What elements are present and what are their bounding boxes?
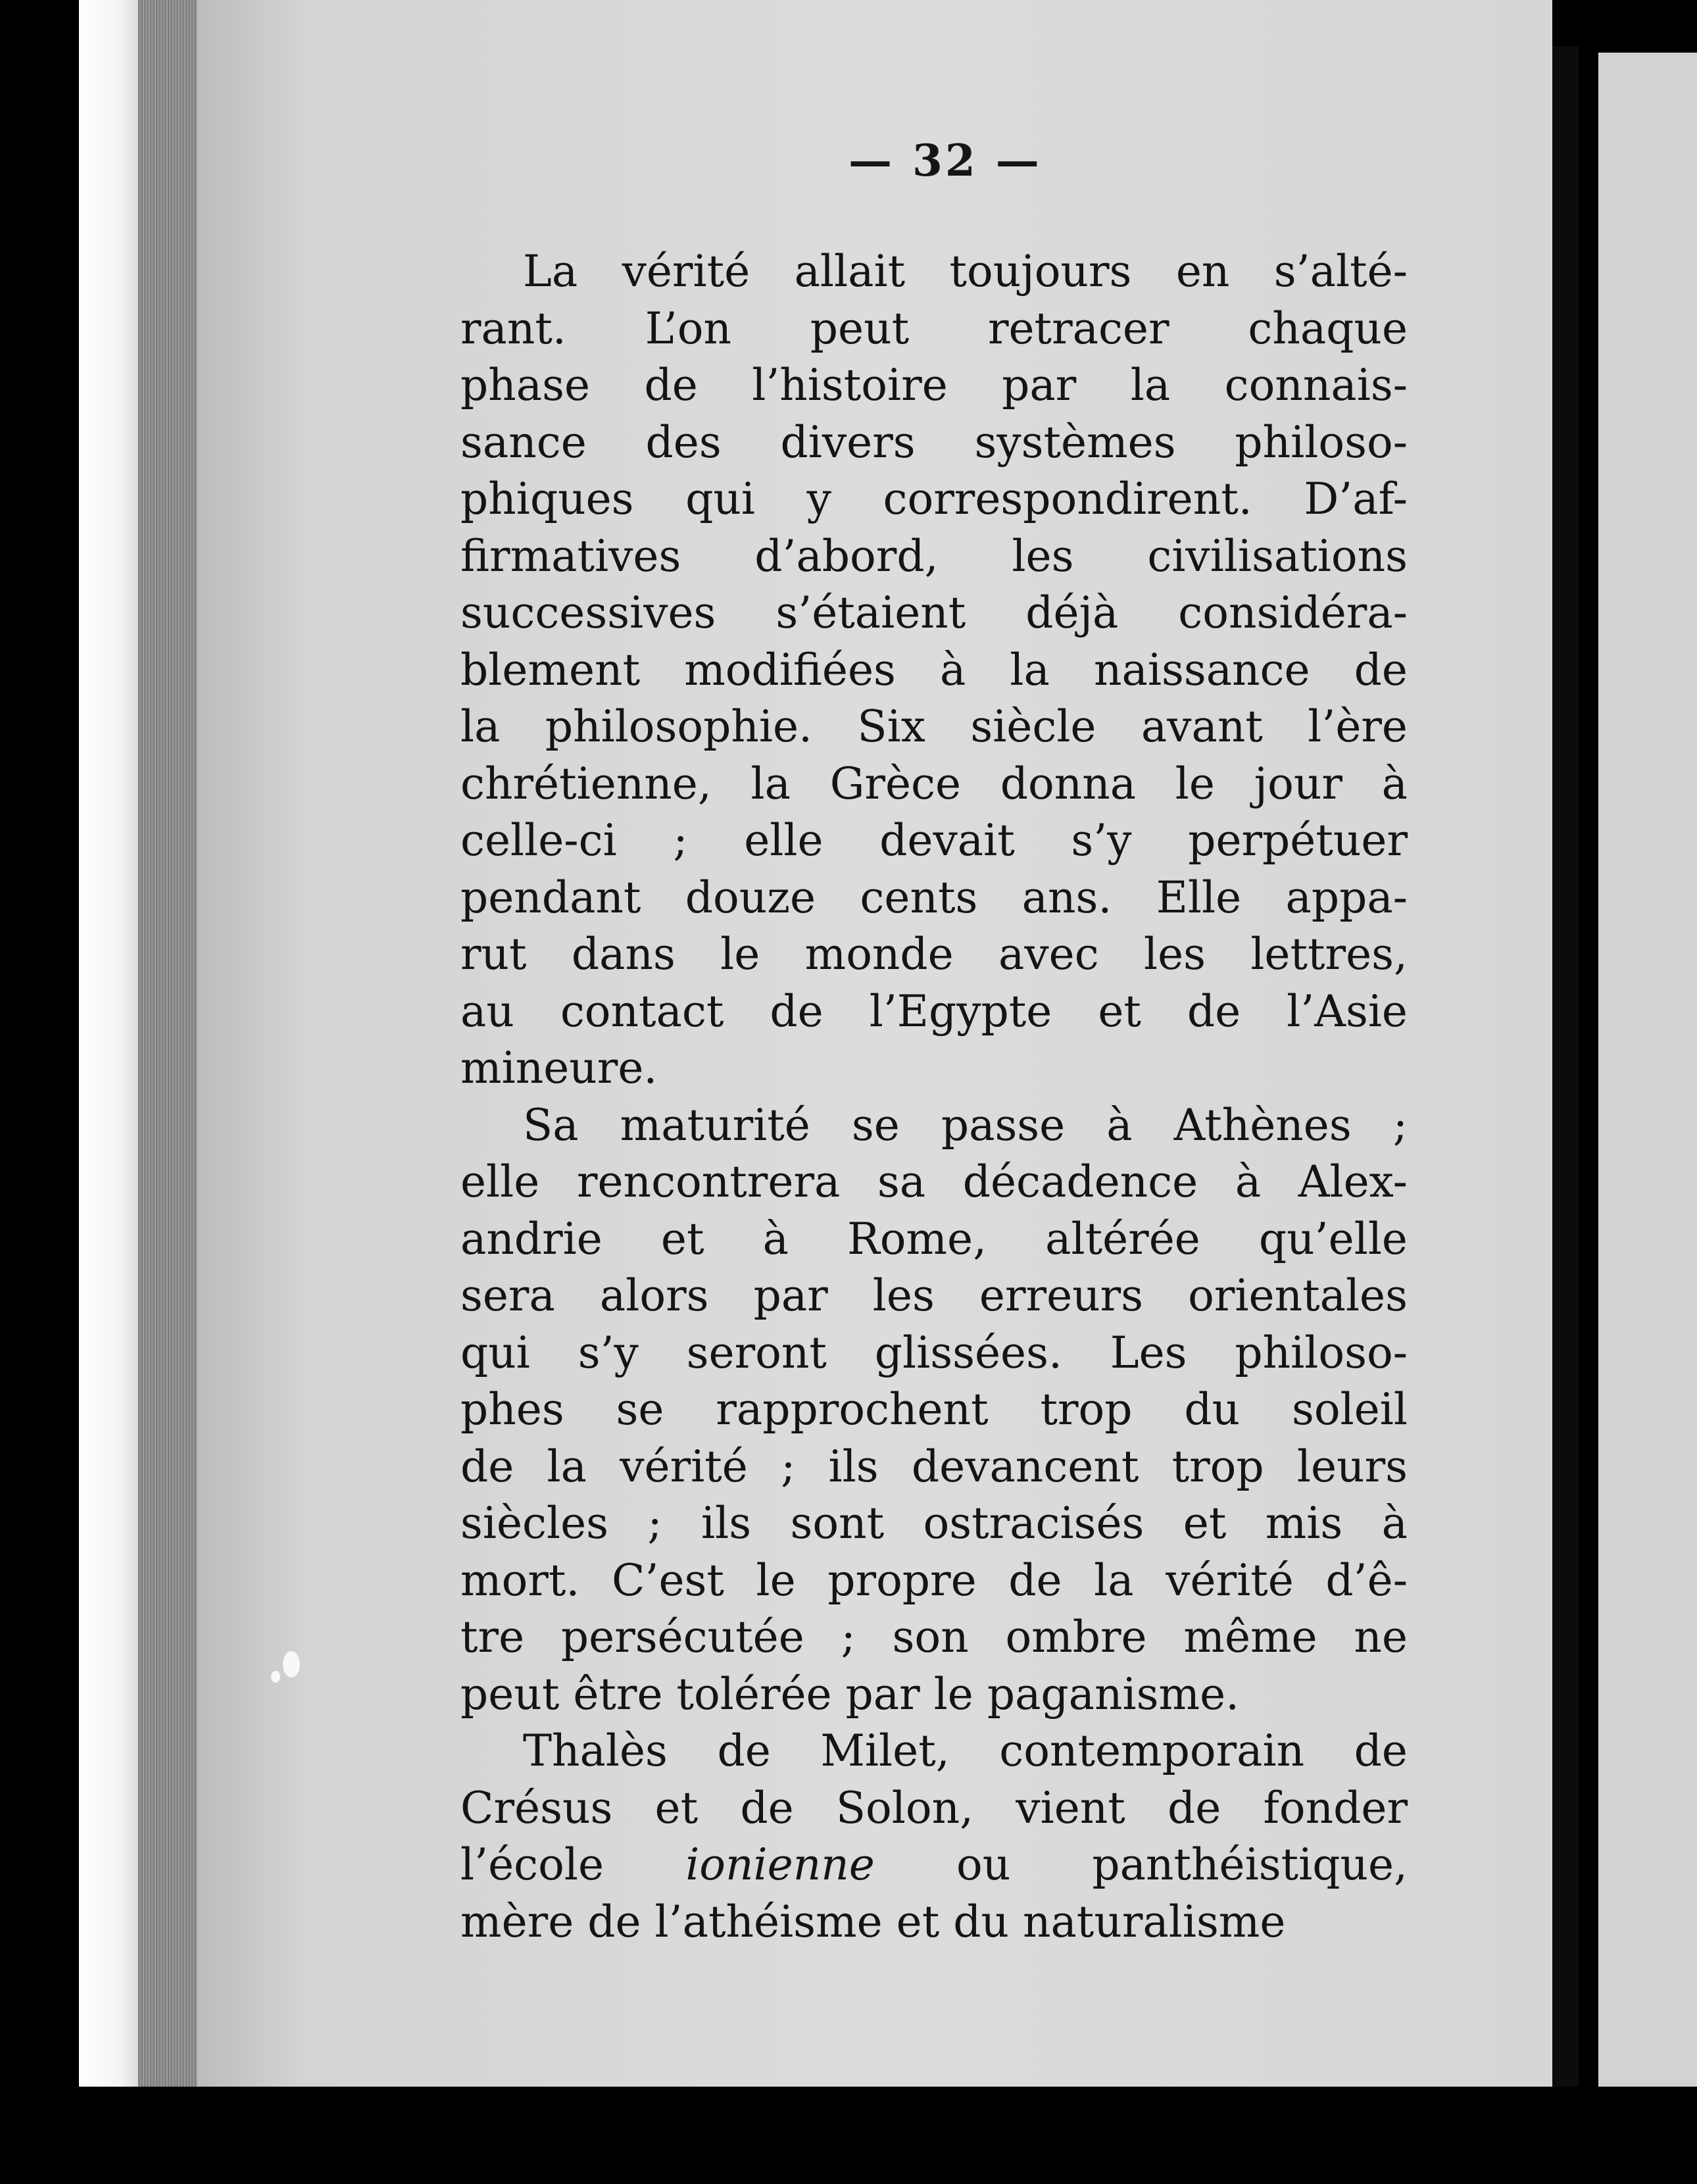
text-line: la philosophie. Six siècle avant l’ère — [460, 701, 1408, 752]
text-line: mère de l’athéisme et du naturalisme — [460, 1896, 1286, 1947]
italic-term: ionienne — [685, 1839, 875, 1890]
text-line: pendant douze cents ans. Elle appa- — [460, 872, 1408, 923]
scan-speck — [283, 1651, 300, 1677]
text-line: blement modifiées à la naissance de — [460, 644, 1408, 695]
page-number: — 32 — — [848, 135, 1042, 186]
text-line: firmatives d’abord, les civilisations — [460, 530, 1408, 582]
text-line: Thalès de Milet, contemporain de — [523, 1725, 1408, 1776]
paragraph-2 — [460, 1097, 1408, 1724]
text-line: siècles ; ils sont ostracisés et mis à — [460, 1498, 1408, 1549]
text-line: successives s’étaient déjà considéra- — [460, 587, 1408, 638]
text-fragment: l’école — [460, 1839, 604, 1890]
page-edge-left — [79, 0, 138, 2087]
text-line: Crésus et de Solon, vient de fonder — [460, 1782, 1408, 1833]
text-line: rut dans le monde avec les lettres, — [460, 929, 1408, 980]
text-line: phes se rapprochent trop du soleil — [460, 1384, 1408, 1435]
book-gutter — [138, 0, 197, 2087]
text-line: La vérité allait toujours en s’alté- — [523, 246, 1408, 297]
paragraph-1 — [460, 243, 1408, 1097]
text-line: chrétienne, la Grèce donna le jour à — [460, 758, 1408, 809]
text-line: au contact de l’Egypte et de l’Asie — [460, 985, 1408, 1037]
text-line-with-italic — [460, 1837, 1408, 1894]
text-line: andrie et à Rome, altérée qu’elle — [460, 1213, 1408, 1264]
paragraph-3 — [460, 1723, 1408, 1950]
text-fragment: ou panthéistique, — [956, 1839, 1408, 1890]
text-line: peut être tolérée par le paganisme. — [460, 1668, 1240, 1720]
text-line: sera alors par les erreurs orientales — [460, 1270, 1408, 1321]
text-line: mineure. — [460, 1043, 658, 1093]
text-line: celle-ci ; elle devait s’y perpétuer — [460, 815, 1408, 866]
text-line: sance des divers systèmes philoso- — [460, 416, 1408, 468]
text-line: phase de l’histoire par la connais- — [460, 360, 1408, 410]
scan-speck — [271, 1671, 280, 1683]
text-line: qui s’y seront glissées. Les philoso- — [460, 1327, 1408, 1378]
text-line: de la vérité ; ils devancent trop leurs — [460, 1441, 1408, 1492]
text-line: tre persécutée ; son ombre même ne — [460, 1612, 1408, 1662]
text-line: rant. L’on peut retracer chaque — [460, 303, 1408, 354]
body-text — [460, 243, 1408, 1950]
text-line: elle rencontrera sa décadence à Alex- — [460, 1156, 1408, 1207]
text-line: mort. C’est le propre de la vérité d’ê- — [460, 1554, 1408, 1606]
text-line: phiques qui y correspondirent. D’af- — [460, 474, 1408, 524]
text-line: Sa maturité se passe à Athènes ; — [523, 1099, 1408, 1151]
adjacent-page-sliver — [1598, 53, 1697, 2087]
page-edge-right — [1552, 46, 1579, 2087]
